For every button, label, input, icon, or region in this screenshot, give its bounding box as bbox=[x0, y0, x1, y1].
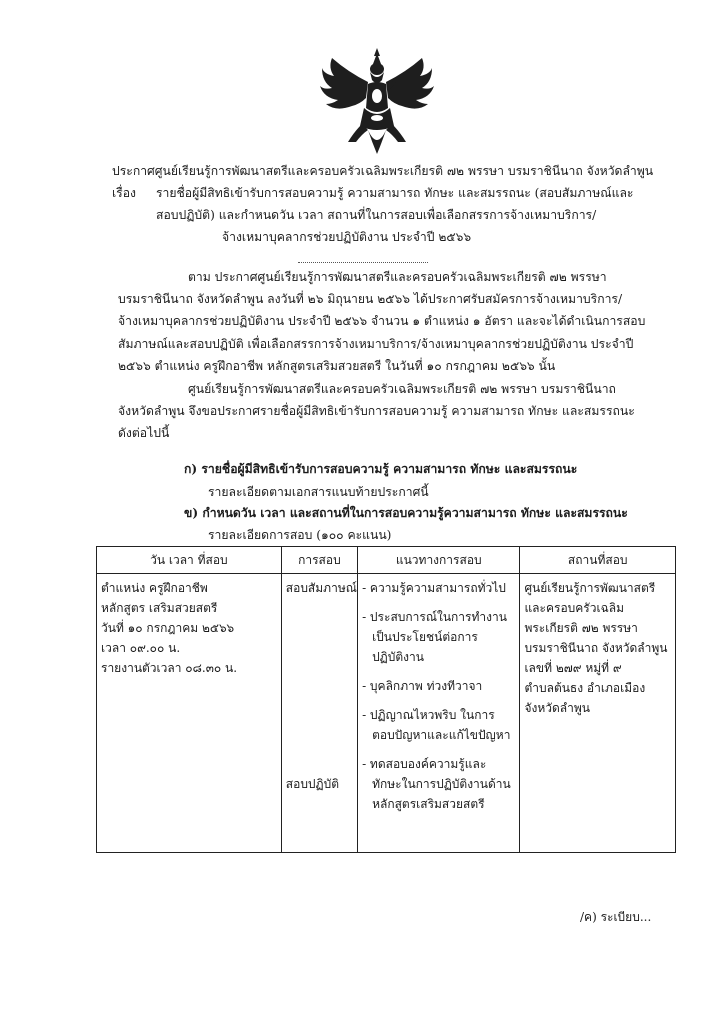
criteria-line: - ทดสอบองค์ความรู้และ bbox=[362, 757, 487, 771]
subject-text-1: รายชื่อผู้มีสิทธิเข้ารับการสอบความรู้ ความสามารถ ทักษะ และสมรรถนะ (สอบสัมภาษณ์และ bbox=[156, 186, 634, 200]
method-cell bbox=[281, 574, 357, 853]
criteria-line: - ประสบการณ์ในการทำงาน bbox=[362, 610, 507, 624]
criteria-line: ตอบปัญหาและแก้ไขปัญหา bbox=[372, 728, 511, 742]
subject-line bbox=[112, 182, 672, 204]
criteria-cell bbox=[358, 574, 520, 853]
paragraph-announcement bbox=[118, 378, 658, 445]
table-header-row bbox=[97, 547, 676, 574]
announcement-title: ประกาศศูนย์เรียนรู้การพัฒนาสตรีและครอบครัวเฉลิมพระเกียรติ ๗๒ พรรษา บรมราชินีนาถ จังหวัดลำพูน bbox=[112, 164, 654, 178]
paragraph-line: สัมภาษณ์และสอบปฏิบัติ เพื่อเลือกสรรการจ้างเหมาบริการ/จ้างเหมาบุคลากรช่วยปฏิบัติงาน ประจำปี bbox=[118, 336, 634, 351]
paragraph-reference bbox=[118, 266, 658, 377]
venue-line: บรมราชินีนาถ จังหวัดลำพูน bbox=[524, 641, 668, 655]
method-interview: สอบสัมภาษณ์ bbox=[285, 581, 357, 595]
schedule-line: ตำแหน่ง ครูฝึกอาชีพ bbox=[101, 581, 208, 595]
subject-text-3: จ้างเหมาบุคลากรช่วยปฏิบัติงาน ประจำปี ๒๕๖๖ bbox=[222, 230, 472, 244]
schedule-line: วันที่ ๑๐ กรกฎาคม ๒๕๖๖ bbox=[101, 621, 235, 635]
announcement-heading bbox=[112, 160, 672, 248]
continuation-note: /ค) ระเบียบ... bbox=[580, 910, 652, 924]
paragraph-line: ดังต่อไปนี้ bbox=[118, 426, 170, 441]
item-b-title: ข) กำหนดวัน เวลา และสถานที่ในการสอบความรู้ความสามารถ ทักษะ และสมรรถนะ bbox=[184, 506, 628, 520]
list-item bbox=[362, 607, 515, 667]
header-exam: การสอบ bbox=[281, 547, 357, 574]
schedule-line: เวลา ๐๙.๐๐ น. bbox=[101, 641, 181, 655]
garuda-emblem-icon bbox=[318, 46, 436, 156]
paragraph-line: จ้างเหมาบุคลากรช่วยปฏิบัติงาน ประจำปี ๒๕๖๖ จำนวน ๑ ตำแหน่ง ๑ อัตรา และจะได้ดำเนินการสอบ bbox=[118, 314, 646, 329]
criteria-line: เป็นประโยชน์ต่อการ bbox=[372, 630, 478, 644]
header-datetime: วัน เวลา ที่สอบ bbox=[97, 547, 282, 574]
subject-text-2: สอบปฏิบัติ) และกำหนดวัน เวลา สถานที่ในการสอบเพื่อเลือกสรรการจ้างเหมาบริการ/ bbox=[156, 208, 597, 222]
venue-line: เลขที่ ๒๗๙ หมู่ที่ ๙ bbox=[524, 661, 622, 675]
item-a-title: ก) รายชื่อผู้มีสิทธิเข้ารับการสอบความรู้ ความสามารถ ทักษะ และสมรรถนะ bbox=[184, 462, 578, 476]
list-item bbox=[362, 705, 515, 745]
criteria-line: - บุคลิกภาพ ท่วงทีวาจา bbox=[362, 679, 483, 693]
list-item bbox=[362, 676, 515, 696]
list-item bbox=[362, 578, 515, 598]
venue-line: จังหวัดลำพูน bbox=[524, 701, 590, 715]
item-a-detail: รายละเอียดตามเอกสารแนบท้ายประกาศนี้ bbox=[208, 485, 429, 499]
subject-label: เรื่อง bbox=[112, 186, 136, 200]
criteria-line: ปฏิบัติงาน bbox=[372, 650, 424, 664]
exam-schedule-table bbox=[96, 546, 676, 853]
venue-line: ตำบลต้นธง อำเภอเมือง bbox=[524, 681, 646, 695]
venue-line: พระเกียรติ ๗๒ พรรษา bbox=[524, 621, 638, 635]
table-row bbox=[97, 574, 676, 853]
method-practical: สอบปฏิบัติ bbox=[285, 777, 340, 791]
criteria-line: หลักสูตรเสริมสวยสตรี bbox=[372, 797, 485, 811]
paragraph-line: จังหวัดลำพูน จึงขอประกาศรายชื่อผู้มีสิทธิเข้ารับการสอบความรู้ ความสามารถ ทักษะ และสมรรถนะ bbox=[118, 404, 635, 419]
paragraph-line: ศูนย์เรียนรู้การพัฒนาสตรีและครอบครัวเฉลิมพระเกียรติ ๗๒ พรรษา บรมราชินีนาถ bbox=[188, 382, 616, 396]
schedule-line: รายงานตัวเวลา ๐๘.๓๐ น. bbox=[101, 661, 238, 675]
list-item bbox=[362, 754, 515, 814]
header-criteria: แนวทางการสอบ bbox=[358, 547, 520, 574]
header-venue: สถานที่สอบ bbox=[520, 547, 676, 574]
venue-line: และครอบครัวเฉลิม bbox=[524, 601, 625, 615]
schedule-cell bbox=[97, 574, 282, 853]
criteria-line: - ความรู้ความสามารถทั่วไป bbox=[362, 581, 506, 595]
criteria-line: ทักษะในการปฏิบัติงานด้าน bbox=[372, 777, 511, 791]
venue-line: ศูนย์เรียนรู้การพัฒนาสตรี bbox=[524, 581, 656, 595]
criteria-line: - ปฏิญาณไหวพริบ ในการ bbox=[362, 708, 495, 722]
schedule-line: หลักสูตร เสริมสวยสตรี bbox=[101, 601, 218, 615]
paragraph-line: ๒๕๖๖ ตำแหน่ง ครูฝึกอาชีพ หลักสูตรเสริมสวยสตรี ในวันที่ ๑๐ กรกฎาคม ๒๕๖๖ นั้น bbox=[118, 358, 556, 373]
paragraph-line: บรมราชินีนาถ จังหวัดลำพูน ลงวันที่ ๒๖ มิถุนายน ๒๕๖๖ ได้ประกาศรับสมัครการจ้างเหมาบริการ/ bbox=[118, 292, 623, 307]
heading-divider bbox=[298, 262, 428, 263]
paragraph-line: ตาม ประกาศศูนย์เรียนรู้การพัฒนาสตรีและครอบครัวเฉลิมพระเกียรติ ๗๒ พรรษา bbox=[188, 270, 607, 284]
criteria-list bbox=[362, 578, 515, 814]
item-b-detail: รายละเอียดการสอบ (๑๐๐ คะแนน) bbox=[208, 528, 392, 542]
venue-cell bbox=[520, 574, 676, 853]
